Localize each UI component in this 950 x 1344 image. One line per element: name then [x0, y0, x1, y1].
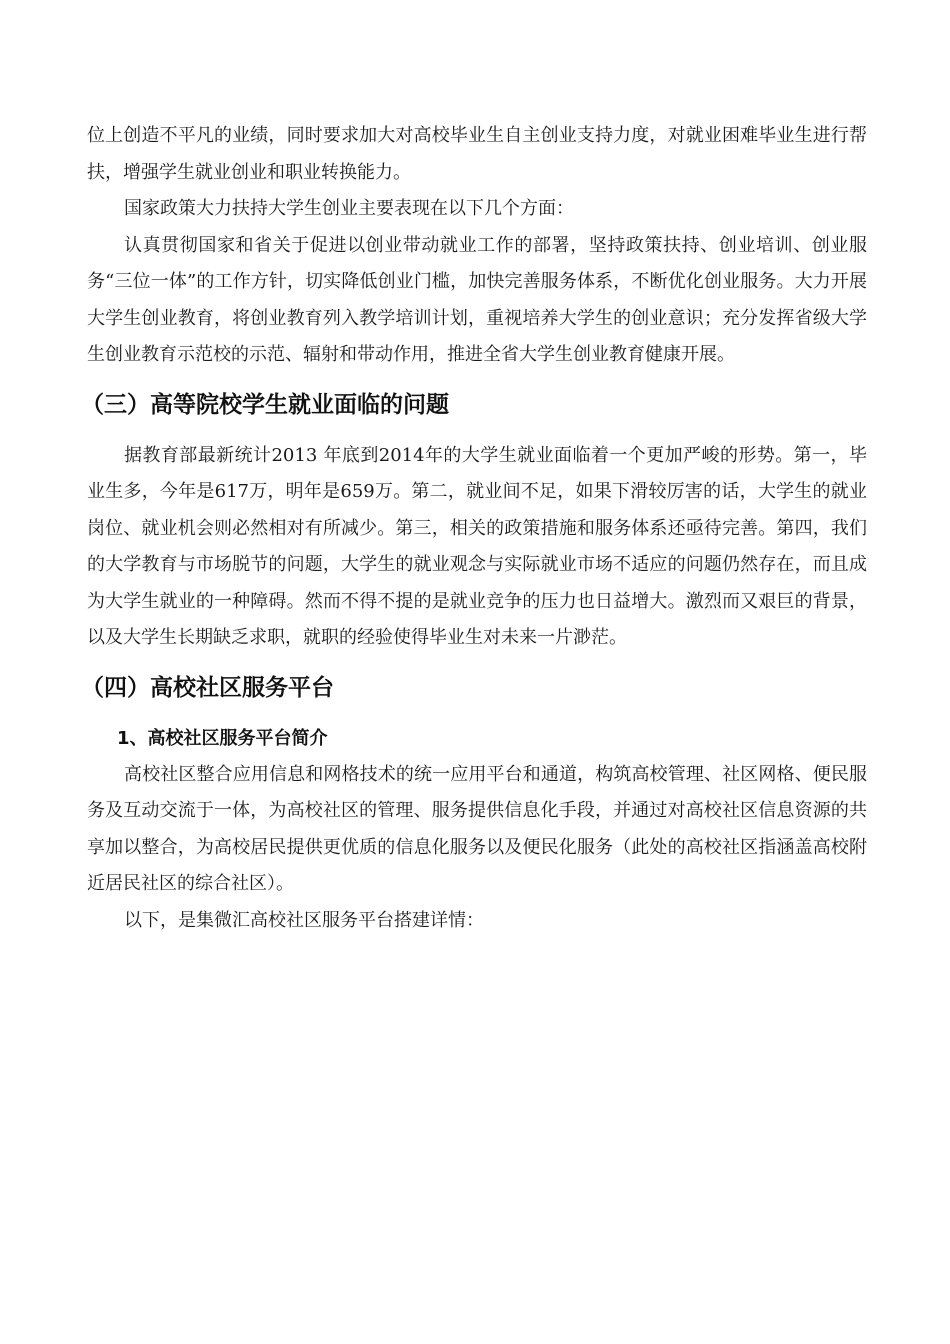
subsection-heading-1: 1、高校社区服务平台简介 [117, 727, 328, 749]
paragraph-policy-detail: 认真贯彻国家和省关于促进以创业带动就业工作的部署，坚持政策扶持、创业培训、创业服务“三位一体”的工作方针，切实降低创业门槛，加快完善服务体系，不断优化创业服务。大力开展大学生创业教育，将创业教育列入教学培训计划，重视培养大学生的创业意识；充分发挥省级大学生创业教育示范校的示范、辐射和带动作用，推进全省大学生创业教育健康开展。 [87, 234, 867, 365]
paragraph-platform-intro: 高校社区整合应用信息和网格技术的统一应用平台和通道，构筑高校管理、社区网格、便民服务及互动交流于一体，为高校社区的管理、服务提供信息化手段，并通过对高校社区信息资源的共享加以整合，为高校居民提供更优质的信息化服务以及便民化服务（此处的高校社区指涵盖高校附近居民社区的综合社区）。 [87, 763, 867, 894]
paragraph-platform-lead: 以下，是集微汇高校社区服务平台搭建详情： [124, 909, 484, 931]
section-heading-3: （三）高等院校学生就业面临的问题 [81, 391, 449, 418]
paragraph-intro-continuation: 位上创造不平凡的业绩，同时要求加大对高校毕业生自主创业支持力度，对就业困难毕业生进行帮扶，增强学生就业创业和职业转换能力。 [87, 125, 867, 183]
paragraph-policy-lead: 国家政策大力扶持大学生创业主要表现在以下几个方面： [124, 198, 574, 219]
section-heading-4: （四）高校社区服务平台 [81, 674, 334, 701]
document-body [81, 118, 867, 939]
paragraph-employment-problems: 据教育部最新统计2013 年底到2014年的大学生就业面临着一个更加严峻的形势。第一，毕业生多，今年是617万，明年是659万。第二，就业间不足，如果下滑较厉害的话，大学生的就业岗位、就业机会则必然相对有所减少。第三，相关的政策措施和服务体系还亟待完善。第四，我们的大学教育与市场脱节的问题，大学生的就业观念与实际就业市场不适应的问题仍然存在，而且成为大学生就业的一种障碍。然而不得不提的是就业竞争的压力也日益增大。激烈而又艰巨的背景，以及大学生长期缺乏求职，就职的经验使得毕业生对未来一片渺茫。 [87, 444, 867, 648]
